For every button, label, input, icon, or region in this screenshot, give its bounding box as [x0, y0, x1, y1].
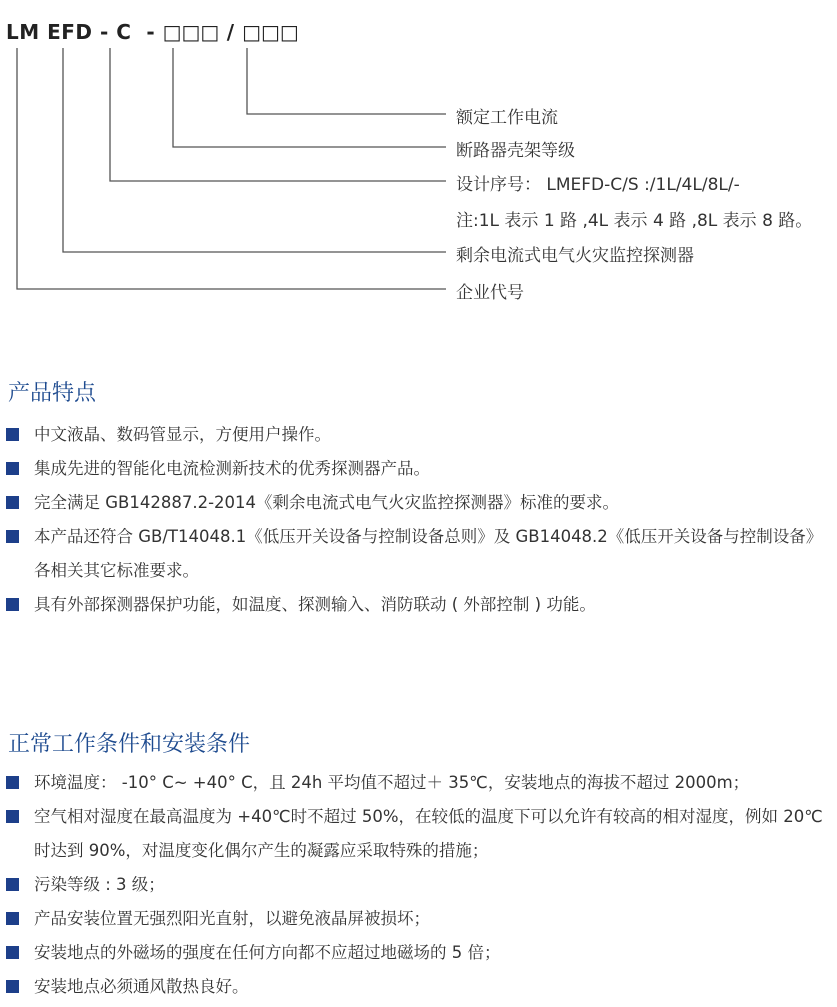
list-item-text: 具有外部探测器保护功能，如温度、探测输入、消防联动 ( 外部控制 ) 功能。: [34, 595, 596, 614]
conditions-list: [6, 766, 832, 1004]
leader-line-frame-grade: [173, 48, 446, 147]
list-item: [6, 766, 832, 800]
bullet-square-icon: [6, 980, 19, 993]
bullet-square-icon: [6, 878, 19, 891]
model-code-slash: /: [219, 20, 243, 44]
model-code-boxes-1: □□□: [162, 20, 220, 44]
list-item-text: 空气相对湿度在最高温度为 +40℃时不超过 50%，在较低的温度下可以允许有较高的相对湿度，例如 20℃时达到 90%，对温度变化偶尔产生的凝露应采取特殊的措施；: [34, 807, 823, 860]
features-title: 产品特点: [8, 381, 97, 406]
bullet-square-icon: [6, 428, 19, 441]
list-item-text: 污染等级 : 3 级；: [34, 875, 165, 894]
legend-frame-grade: 断路器壳架等级: [456, 141, 575, 161]
legend-product-type: 剩余电流式电气火灾监控探测器: [456, 246, 694, 266]
leader-line-rated-current: [247, 48, 446, 114]
list-item-text: 安装地点的外磁场的强度在任何方向都不应超过地磁场的 5 倍；: [34, 943, 501, 962]
model-code-leader-lines: [0, 0, 837, 320]
legend-note: 注:1L 表示 1 路 ,4L 表示 4 路 ,8L 表示 8 路。: [456, 211, 813, 231]
list-item: [6, 936, 832, 970]
list-item: [6, 486, 832, 520]
model-code-prefix: LM EFD - C -: [6, 20, 163, 44]
legend-company-code: 企业代号: [456, 283, 524, 303]
bullet-square-icon: [6, 530, 19, 543]
list-item: [6, 902, 832, 936]
list-item: [6, 970, 832, 1004]
conditions-title: 正常工作条件和安装条件: [8, 732, 251, 757]
legend-rated-current: 额定工作电流: [456, 108, 558, 128]
bullet-square-icon: [6, 776, 19, 789]
list-item: [6, 588, 832, 622]
leader-line-product-type: [63, 48, 446, 252]
list-item-text: 本产品还符合 GB/T14048.1《低压开关设备与控制设备总则》及 GB14048.2《低压开关设备与控制设备》各相关其它标准要求。: [34, 527, 823, 580]
features-list: [6, 418, 832, 622]
list-item: [6, 800, 832, 868]
bullet-square-icon: [6, 946, 19, 959]
model-code-diagram: [0, 0, 837, 320]
list-item: [6, 452, 832, 486]
list-item: [6, 520, 832, 588]
list-item-text: 完全满足 GB142887.2-2014《剩余电流式电气火灾监控探测器》标准的要求。: [34, 493, 620, 512]
bullet-square-icon: [6, 496, 19, 509]
list-item: [6, 868, 832, 902]
bullet-square-icon: [6, 598, 19, 611]
list-item-text: 环境温度： -10° C~ +40° C，且 24h 平均值不超过＋ 35℃，安装地点的海拔不超过 2000m；: [34, 773, 750, 792]
legend-design-number: 设计序号： LMEFD-C/S :/1L/4L/8L/-: [456, 175, 740, 195]
list-item: [6, 418, 832, 452]
list-item-text: 集成先进的智能化电流检测新技术的优秀探测器产品。: [34, 459, 430, 478]
bullet-square-icon: [6, 810, 19, 823]
list-item-text: 产品安装位置无强烈阳光直射，以避免液晶屏被损坏；: [34, 909, 430, 928]
leader-line-company-code: [17, 48, 446, 289]
bullet-square-icon: [6, 912, 19, 925]
bullet-square-icon: [6, 462, 19, 475]
list-item-text: 中文液晶、数码管显示，方便用户操作。: [34, 425, 331, 444]
list-item-text: 安装地点必须通风散热良好。: [34, 977, 249, 996]
model-code-boxes-2: □□□: [242, 20, 299, 44]
